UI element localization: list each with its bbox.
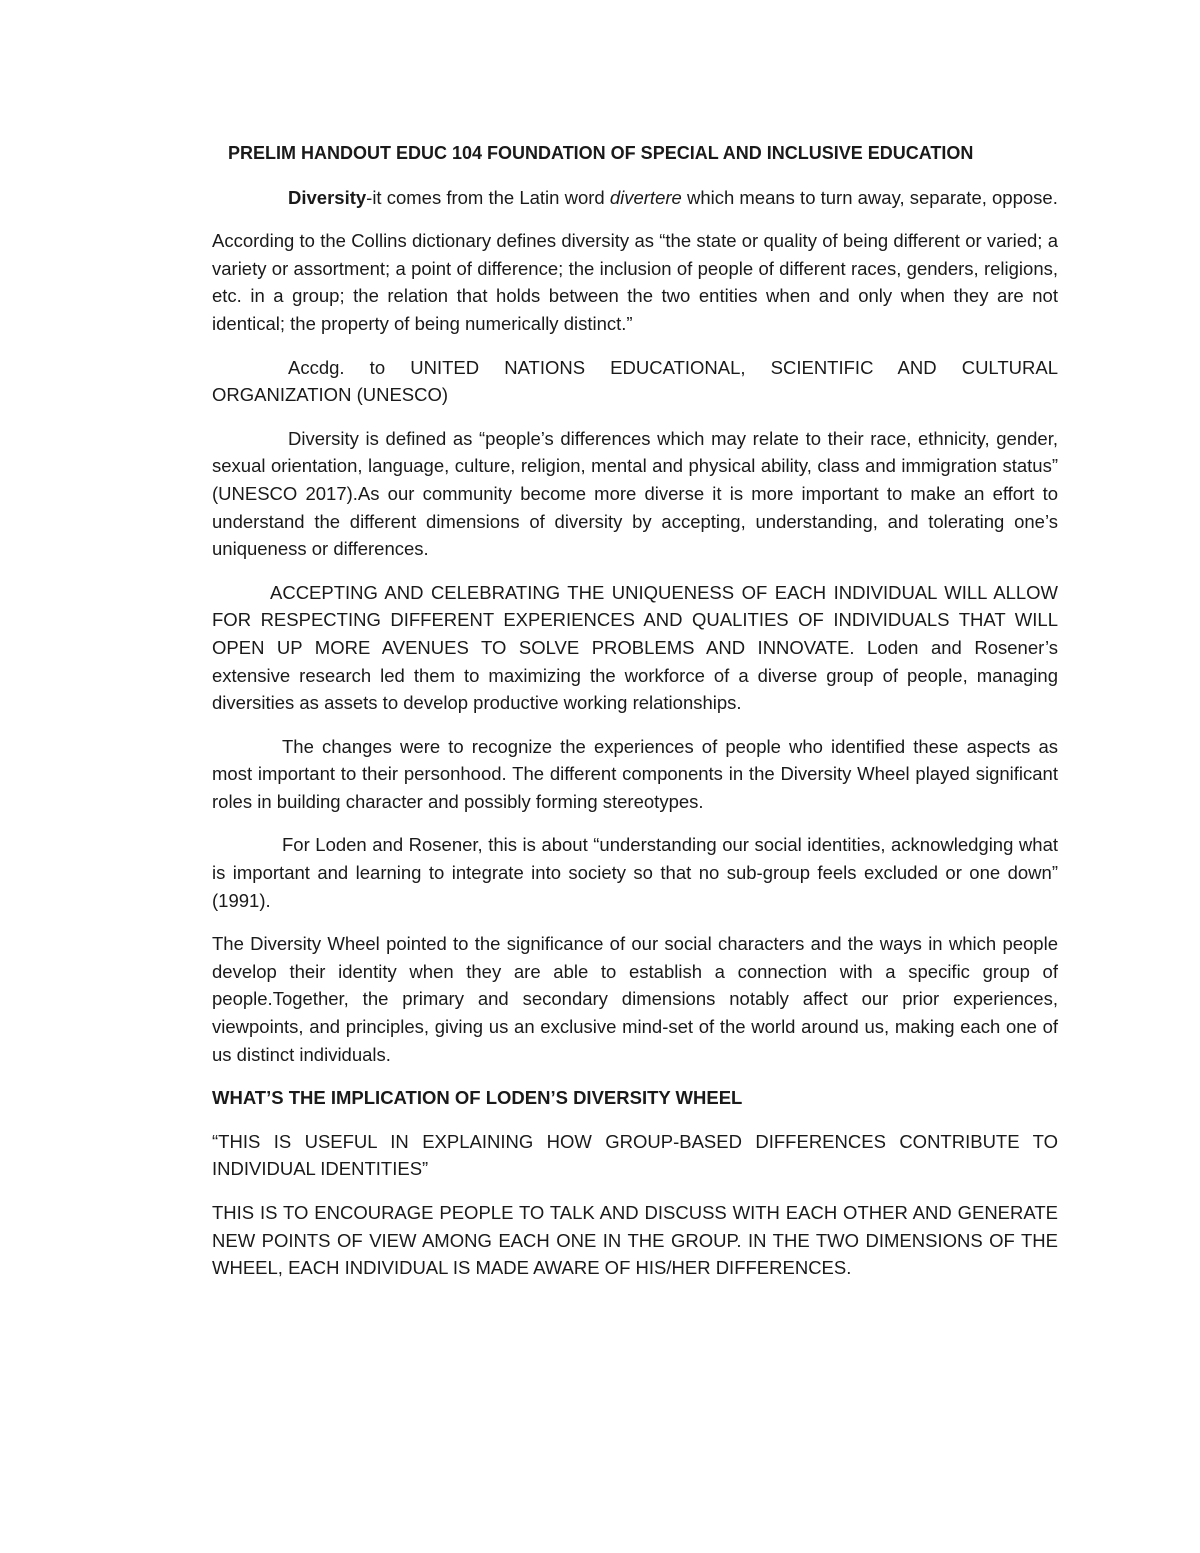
paragraph-diversity-etymology <box>212 184 1058 212</box>
paragraph-changes: The changes were to recognize the experiences of people who identified these aspects as most important to their personhood. The different components in the Diversity Wheel played significant roles in building character and possibly forming stereotypes. <box>212 735 1058 812</box>
etymology-text-b: which means to turn away, separate, oppose. <box>681 186 1058 208</box>
paragraph-useful-explaining: “THIS IS USEFUL IN EXPLAINING HOW GROUP-BASED DIFFERENCES CONTRIBUTE TO INDIVIDUAL IDENTITIES” <box>212 1130 1058 1180</box>
paragraph-diversity-wheel: The Diversity Wheel pointed to the significance of our social characters and the ways in which people develop their identity when they are able to establish a connection with a specific group of people.Together, the primary and secondary dimensions notably affect our prior experiences, viewpoints, and principles, giving us an exclusive mind-set of the world around us, making each one of us distinct individuals. <box>212 933 1058 1065</box>
implication-heading: WHAT’S THE IMPLICATION OF LODEN’S DIVERSITY WHEEL <box>212 1087 743 1109</box>
diversity-term: Diversity <box>288 186 367 208</box>
paragraph-accepting-uniqueness: ACCEPTING AND CELEBRATING THE UNIQUENESS OF EACH INDIVIDUAL WILL ALLOW FOR RESPECTING DIFFERENT EXPERIENCES AND QUALITIES OF INDIVIDUALS THAT WILL OPEN UP MORE AVENUES TO SOLVE PROBLEMS AND INNOVATE. Loden and Rosener’s extensive research led them to maximizing the workforce of a diverse group of people, managing diversities as assets to develop productive working relationships. <box>212 581 1058 714</box>
paragraph-collins-definition: According to the Collins dictionary defines diversity as “the state or quality of being different or varied; a variety or assortment; a point of difference; the inclusion of people of different races, genders, religions, etc. in a group; the relation that holds between the two entities when and only when they are not identical; the property of being numerically distinct.” <box>212 230 1058 334</box>
paragraph-unesco-definition: Diversity is defined as “people’s differences which may relate to their race, ethnicity, gender, sexual orientation, language, culture, religion, mental and physical ability, class and immigration status” (UNESCO 2017).As our community become more diverse it is more important to make an effort to understand the different dimensions of diversity by accepting, understanding, and tolerating one’s uniqueness or differences. <box>212 427 1058 560</box>
paragraph-loden-rosener: For Loden and Rosener, this is about “understanding our social identities, acknowledging what is important and learning to integrate into society so that no sub-group feels excluded or one down” (1991). <box>212 834 1058 911</box>
document-title: PRELIM HANDOUT EDUC 104 FOUNDATION OF SPECIAL AND INCLUSIVE EDUCATION <box>228 143 974 163</box>
etymology-text-a: -it comes from the Latin word <box>366 186 610 208</box>
latin-word: divertere <box>609 186 682 208</box>
document-body <box>212 140 1058 1298</box>
paragraph-unesco-heading: Accdg. to UNITED NATIONS EDUCATIONAL, SCIENTIFIC AND CULTURAL ORGANIZATION (UNESCO) <box>212 356 1058 406</box>
paragraph-encourage-people: THIS IS TO ENCOURAGE PEOPLE TO TALK AND DISCUSS WITH EACH OTHER AND GENERATE NEW POINTS OF VIEW AMONG EACH ONE IN THE GROUP. IN THE TWO DIMENSIONS OF THE WHEEL, EACH INDIVIDUAL IS MADE AWARE OF HIS/HER DIFFERENCES. <box>212 1202 1058 1279</box>
